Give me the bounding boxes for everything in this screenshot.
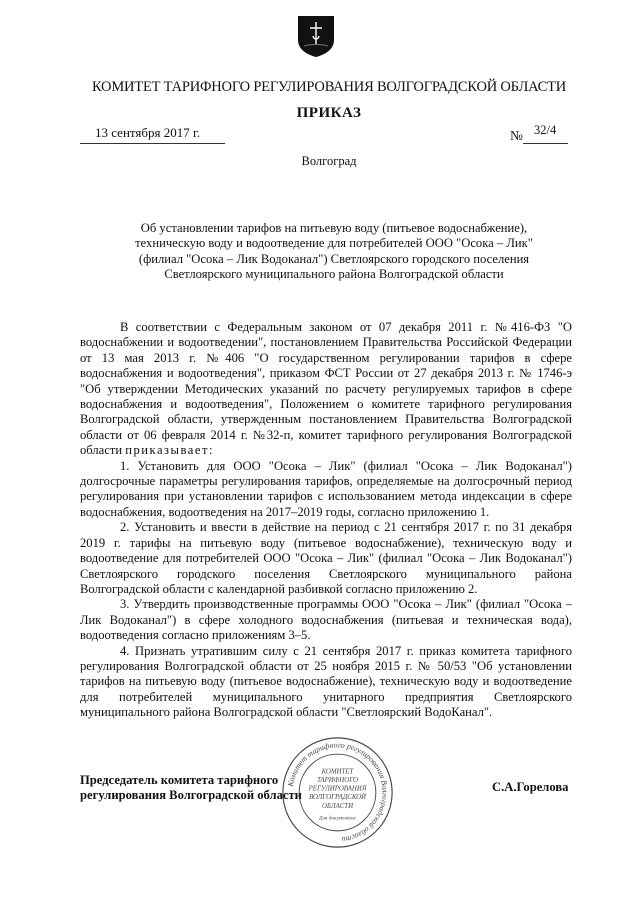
stamp-text-line: ОБЛАСТИ (321, 802, 354, 810)
preamble-text: В соответствии с Федеральным законом от 07 декабря 2011 г. №416-ФЗ "О водоснабжении и водоотведении", постановлением Правительства Российской Федерации от 13 мая 2013 г. №406 "О государственном регулировании тарифов в сфере водоснабжения и водоотведения", приказом ФСТ России от 27 декабря 2013 г. № 1746-э "Об утверждении Методических указаний по расчету регулируемых тарифов в сфере водоснабжения и водоотведения", Положением о комитете тарифного регулирования Волгоградской области, утвержденным постановлением Правительства Волгоградской области от 06 февраля 2014 г. №32-п, комитет тарифного регулирования Волгоградской области (80, 320, 572, 458)
stamp-text-line: РЕГУЛИРОВАНИЯ (308, 785, 367, 793)
subject-line: (филиал "Осока – Лик Водоканал") Светлоярского городского поселения (138, 251, 530, 266)
subject-line: Об установлении тарифов на питьевую воду (питьевое водоснабжение), (140, 221, 528, 235)
order-item: 1. Установить для ООО "Осока – Лик" (филиал "Осока – Лик Водоканал") долгосрочные параметры регулирования тарифов, определяемые на долгосрочный период регулирования при установлении тарифов с использованием метода индексации в сфере водоснабжения, водоотведения на 2017–2019 годы, согласно приложению 1. (80, 458, 572, 519)
city: Волгоград (301, 154, 357, 168)
organization-name: КОМИТЕТ ТАРИФНОГО РЕГУЛИРОВАНИЯ ВОЛГОГРАДСКОЙ ОБЛАСТИ (91, 79, 567, 95)
order-body (80, 320, 572, 721)
order-item: 2. Установить и ввести в действие на период с 21 сентября 2017 г. по 31 декабря 2019 г. тарифы на питьевую воду (питьевое водоснабжение), техническую воду и водоотведение для потребителей ООО "Осока – Лик" (филиал "Осока – Лик Водоканал") Светлоярского городского поселения Светлоярского муниципального района Волгоградской области с календарной разбивкой согласно приложению 2. (80, 520, 572, 596)
official-stamp (280, 735, 395, 850)
signatory-title-line: регулирования Волгоградской области (80, 788, 302, 803)
order-date: 13 сентября 2017 г. (95, 125, 201, 140)
order-number: 32/4 (534, 123, 557, 137)
command-word: приказывает: (125, 443, 214, 458)
stamp-text-line: КОМИТЕТ (321, 768, 354, 776)
document-type: ПРИКАЗ (296, 105, 362, 121)
order-item: 4. Признать утратившим силу с 21 сентября 2017 г. приказ комитета тарифного регулирования Волгоградской области от 25 ноября 2015 г. № 50/53 "Об установлении тарифов на питьевую воду (питьевое водоснабжение), техническую воду и водоотведение для потребителей муниципального унитарного предприятия Светлоярского муниципального района Волгоградской области "Светлоярский ВодоКанал". (80, 643, 572, 720)
stamp-text-line: ТАРИФНОГО (317, 776, 358, 784)
signatory-title (80, 773, 302, 804)
signatory-name: С.А.Горелова (492, 780, 569, 794)
number-label: № (510, 128, 523, 143)
stamp-text-line: ВОЛГОГРАДСКОЙ (308, 794, 367, 802)
signatory-title-line: Председатель комитета тарифного (80, 773, 279, 787)
order-item: 3. Утвердить производственные программы ООО "Осока – Лик" (филиал "Осока – Лик Водоканал") в сфере холодного водоснабжения (питьевая и техническая вода), водоотведения согласно приложениям 3–5. (80, 597, 572, 643)
subject-line: техническую воду и водоотведение для потребителей ООО "Осока – Лик" (135, 236, 533, 251)
subject-line: Светлоярского муниципального района Волгоградской области (164, 267, 504, 282)
coat-of-arms-emblem (296, 14, 336, 58)
stamp-small-text: Для документов (319, 815, 356, 822)
preamble-paragraph (80, 320, 572, 459)
number-underline (523, 143, 568, 144)
date-underline (80, 143, 225, 144)
order-subject (80, 221, 588, 283)
stamp-ring-text: Комитет тарифного регулирования Волгоградской области (285, 740, 390, 845)
